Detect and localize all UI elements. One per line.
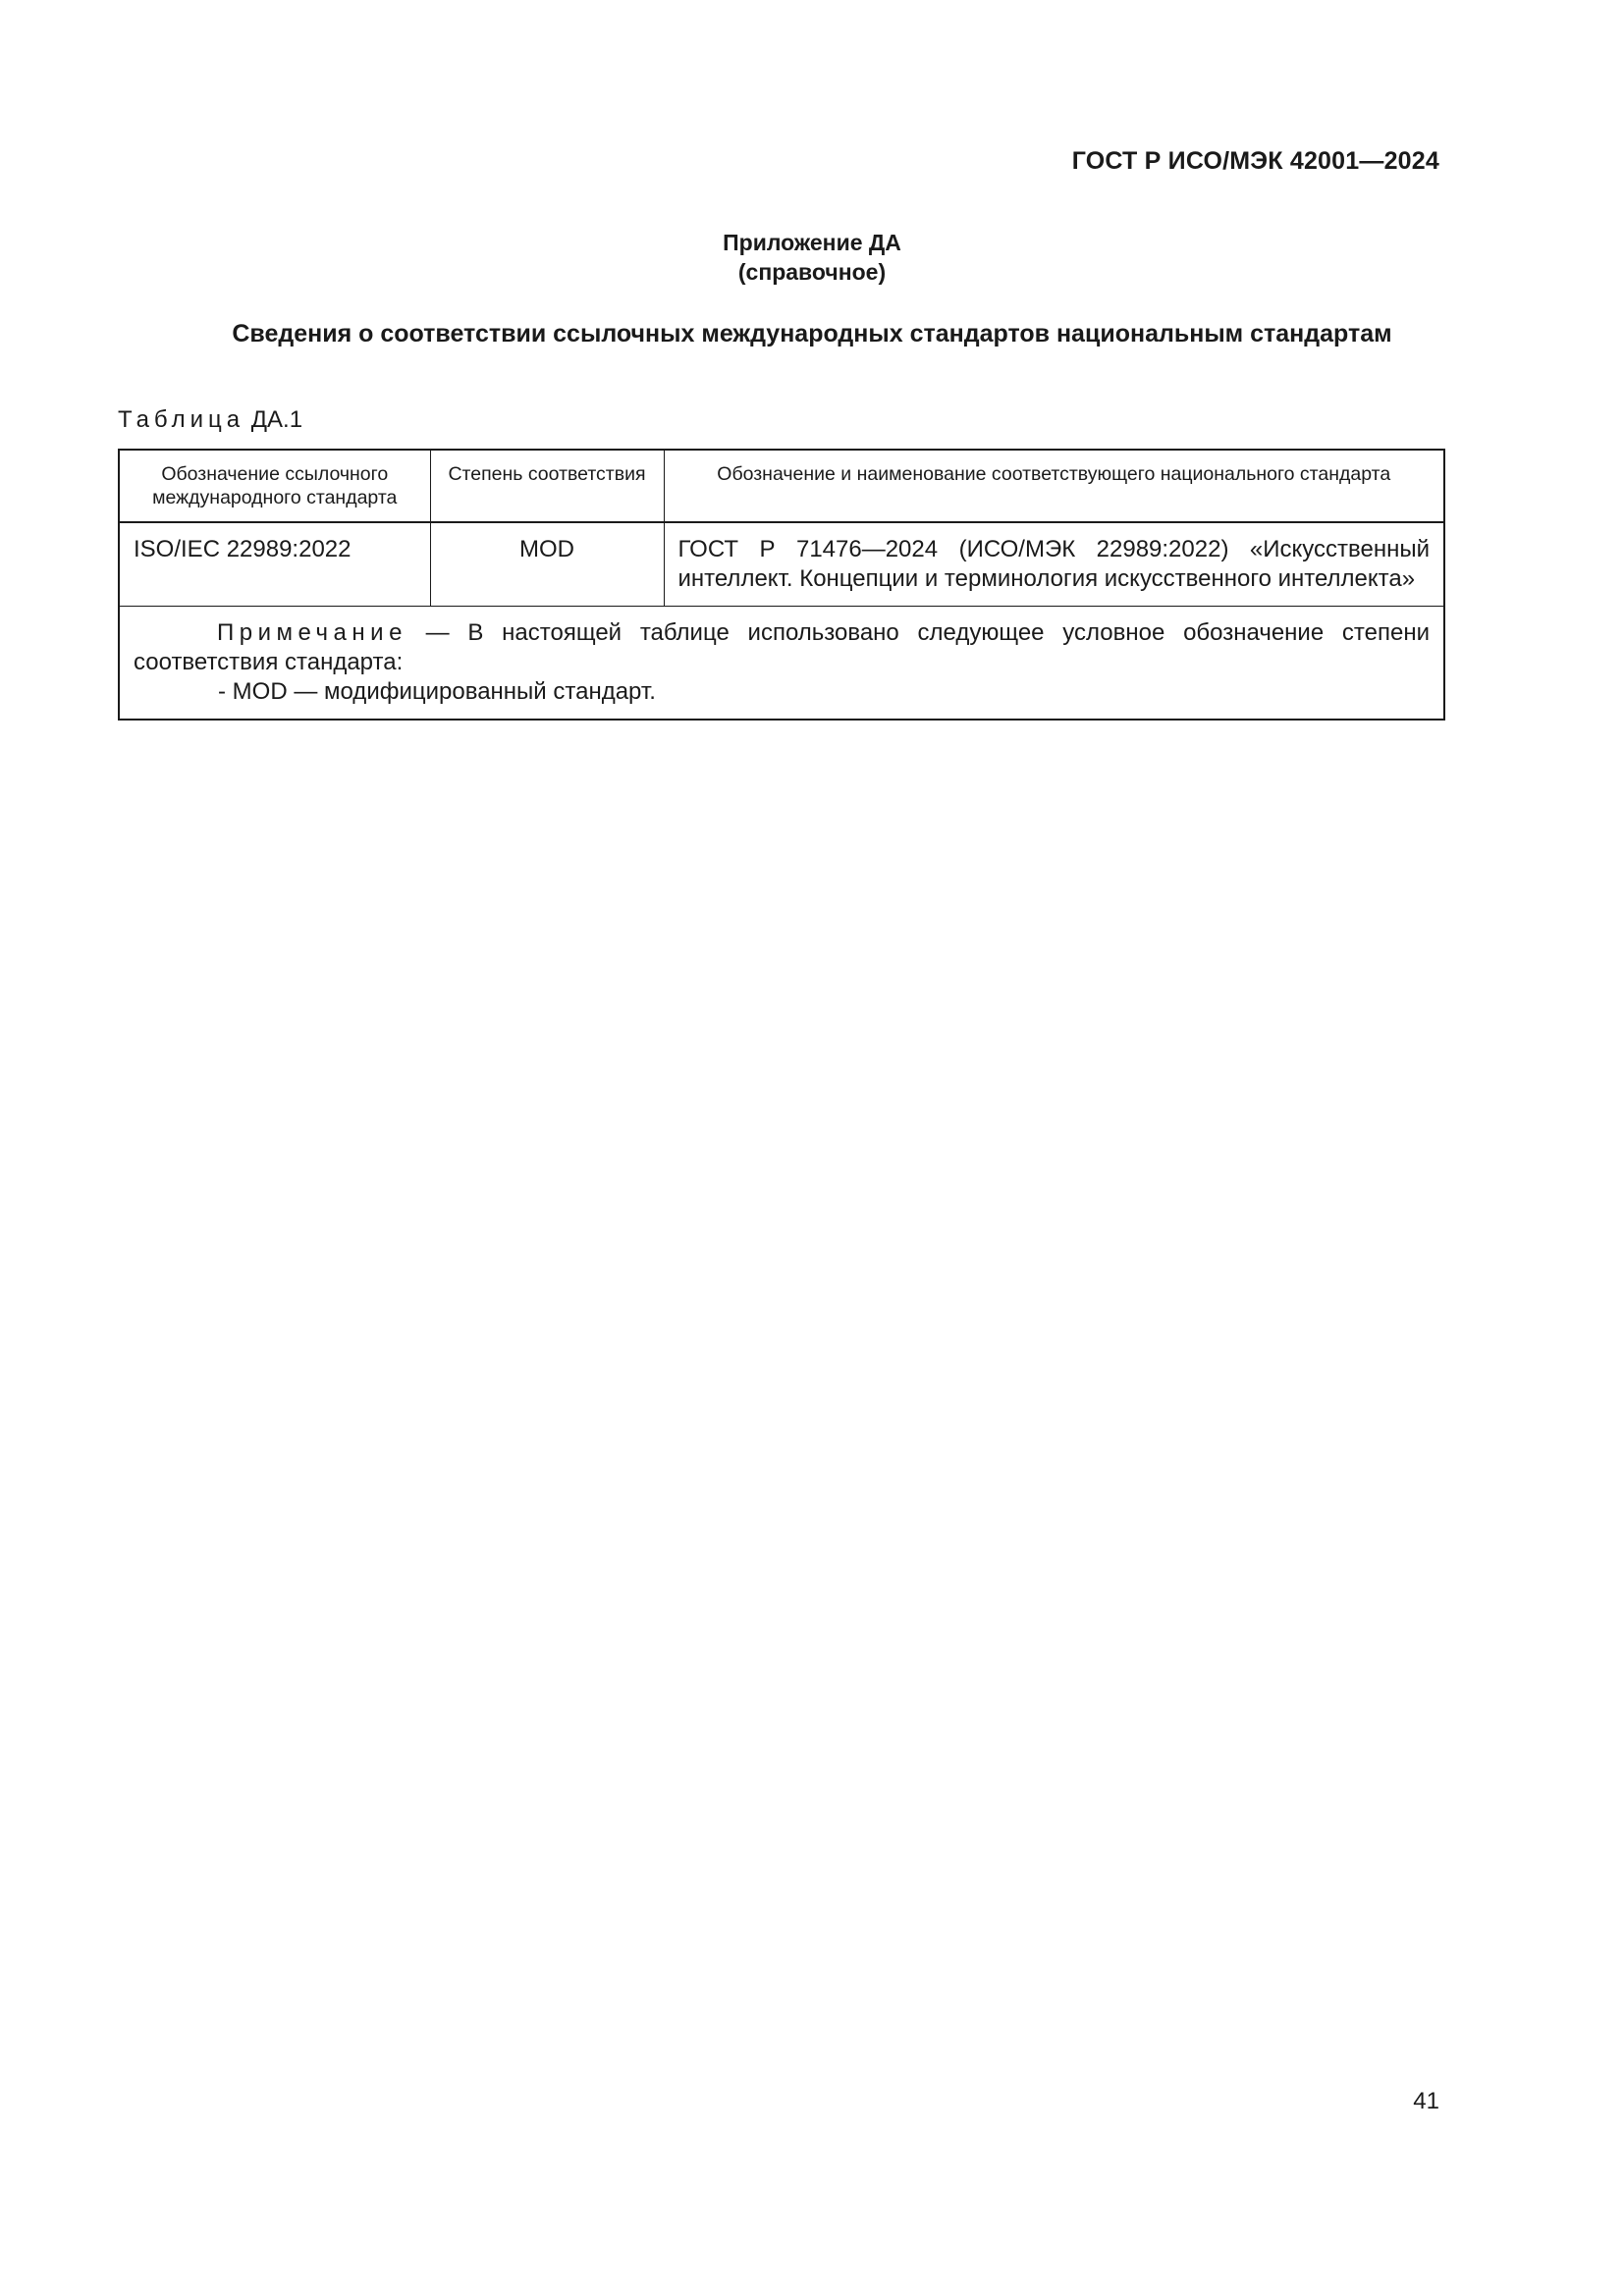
cell-degree: MOD bbox=[430, 522, 664, 607]
column-header-degree: Степень соответствия bbox=[430, 450, 664, 522]
note-body: — В настоящей таблице использовано следующее условное обозначение степени соответствия стандарта: bbox=[134, 619, 1430, 675]
table-note-row bbox=[119, 607, 1444, 721]
table-caption-number: ДА.1 bbox=[250, 406, 303, 433]
table-row bbox=[119, 522, 1444, 607]
appendix-subtitle: (справочное) bbox=[737, 259, 887, 285]
table-note bbox=[119, 607, 1444, 721]
note-list-item: - MOD — модифицированный стандарт. bbox=[218, 678, 656, 705]
table-caption-label: Таблица bbox=[118, 406, 245, 433]
table-header-row bbox=[119, 450, 1444, 522]
section-title: Сведения о соответствии ссылочных международных стандартов национальным стандартам bbox=[232, 320, 1392, 347]
appendix-title: Приложение ДА bbox=[723, 230, 901, 255]
note-text bbox=[134, 618, 1430, 677]
table-caption bbox=[118, 406, 302, 434]
cell-national-standard: ГОСТ Р 71476—2024 (ИСО/МЭК 22989:2022) «Искусственный интеллект. Концепции и терминология искусственного интеллекта» bbox=[664, 522, 1444, 607]
page-number: 41 bbox=[1413, 2088, 1439, 2114]
note-label: Примечание bbox=[217, 619, 407, 646]
correspondence-table bbox=[118, 449, 1445, 721]
cell-intl-standard: ISO/IEC 22989:2022 bbox=[119, 522, 430, 607]
appendix-heading bbox=[0, 228, 1624, 287]
column-header-intl-standard: Обозначение ссылочного международного стандарта bbox=[119, 450, 430, 522]
document-code: ГОСТ Р ИСО/МЭК 42001—2024 bbox=[1071, 147, 1439, 175]
column-header-national-standard: Обозначение и наименование соответствующего национального стандарта bbox=[664, 450, 1444, 522]
